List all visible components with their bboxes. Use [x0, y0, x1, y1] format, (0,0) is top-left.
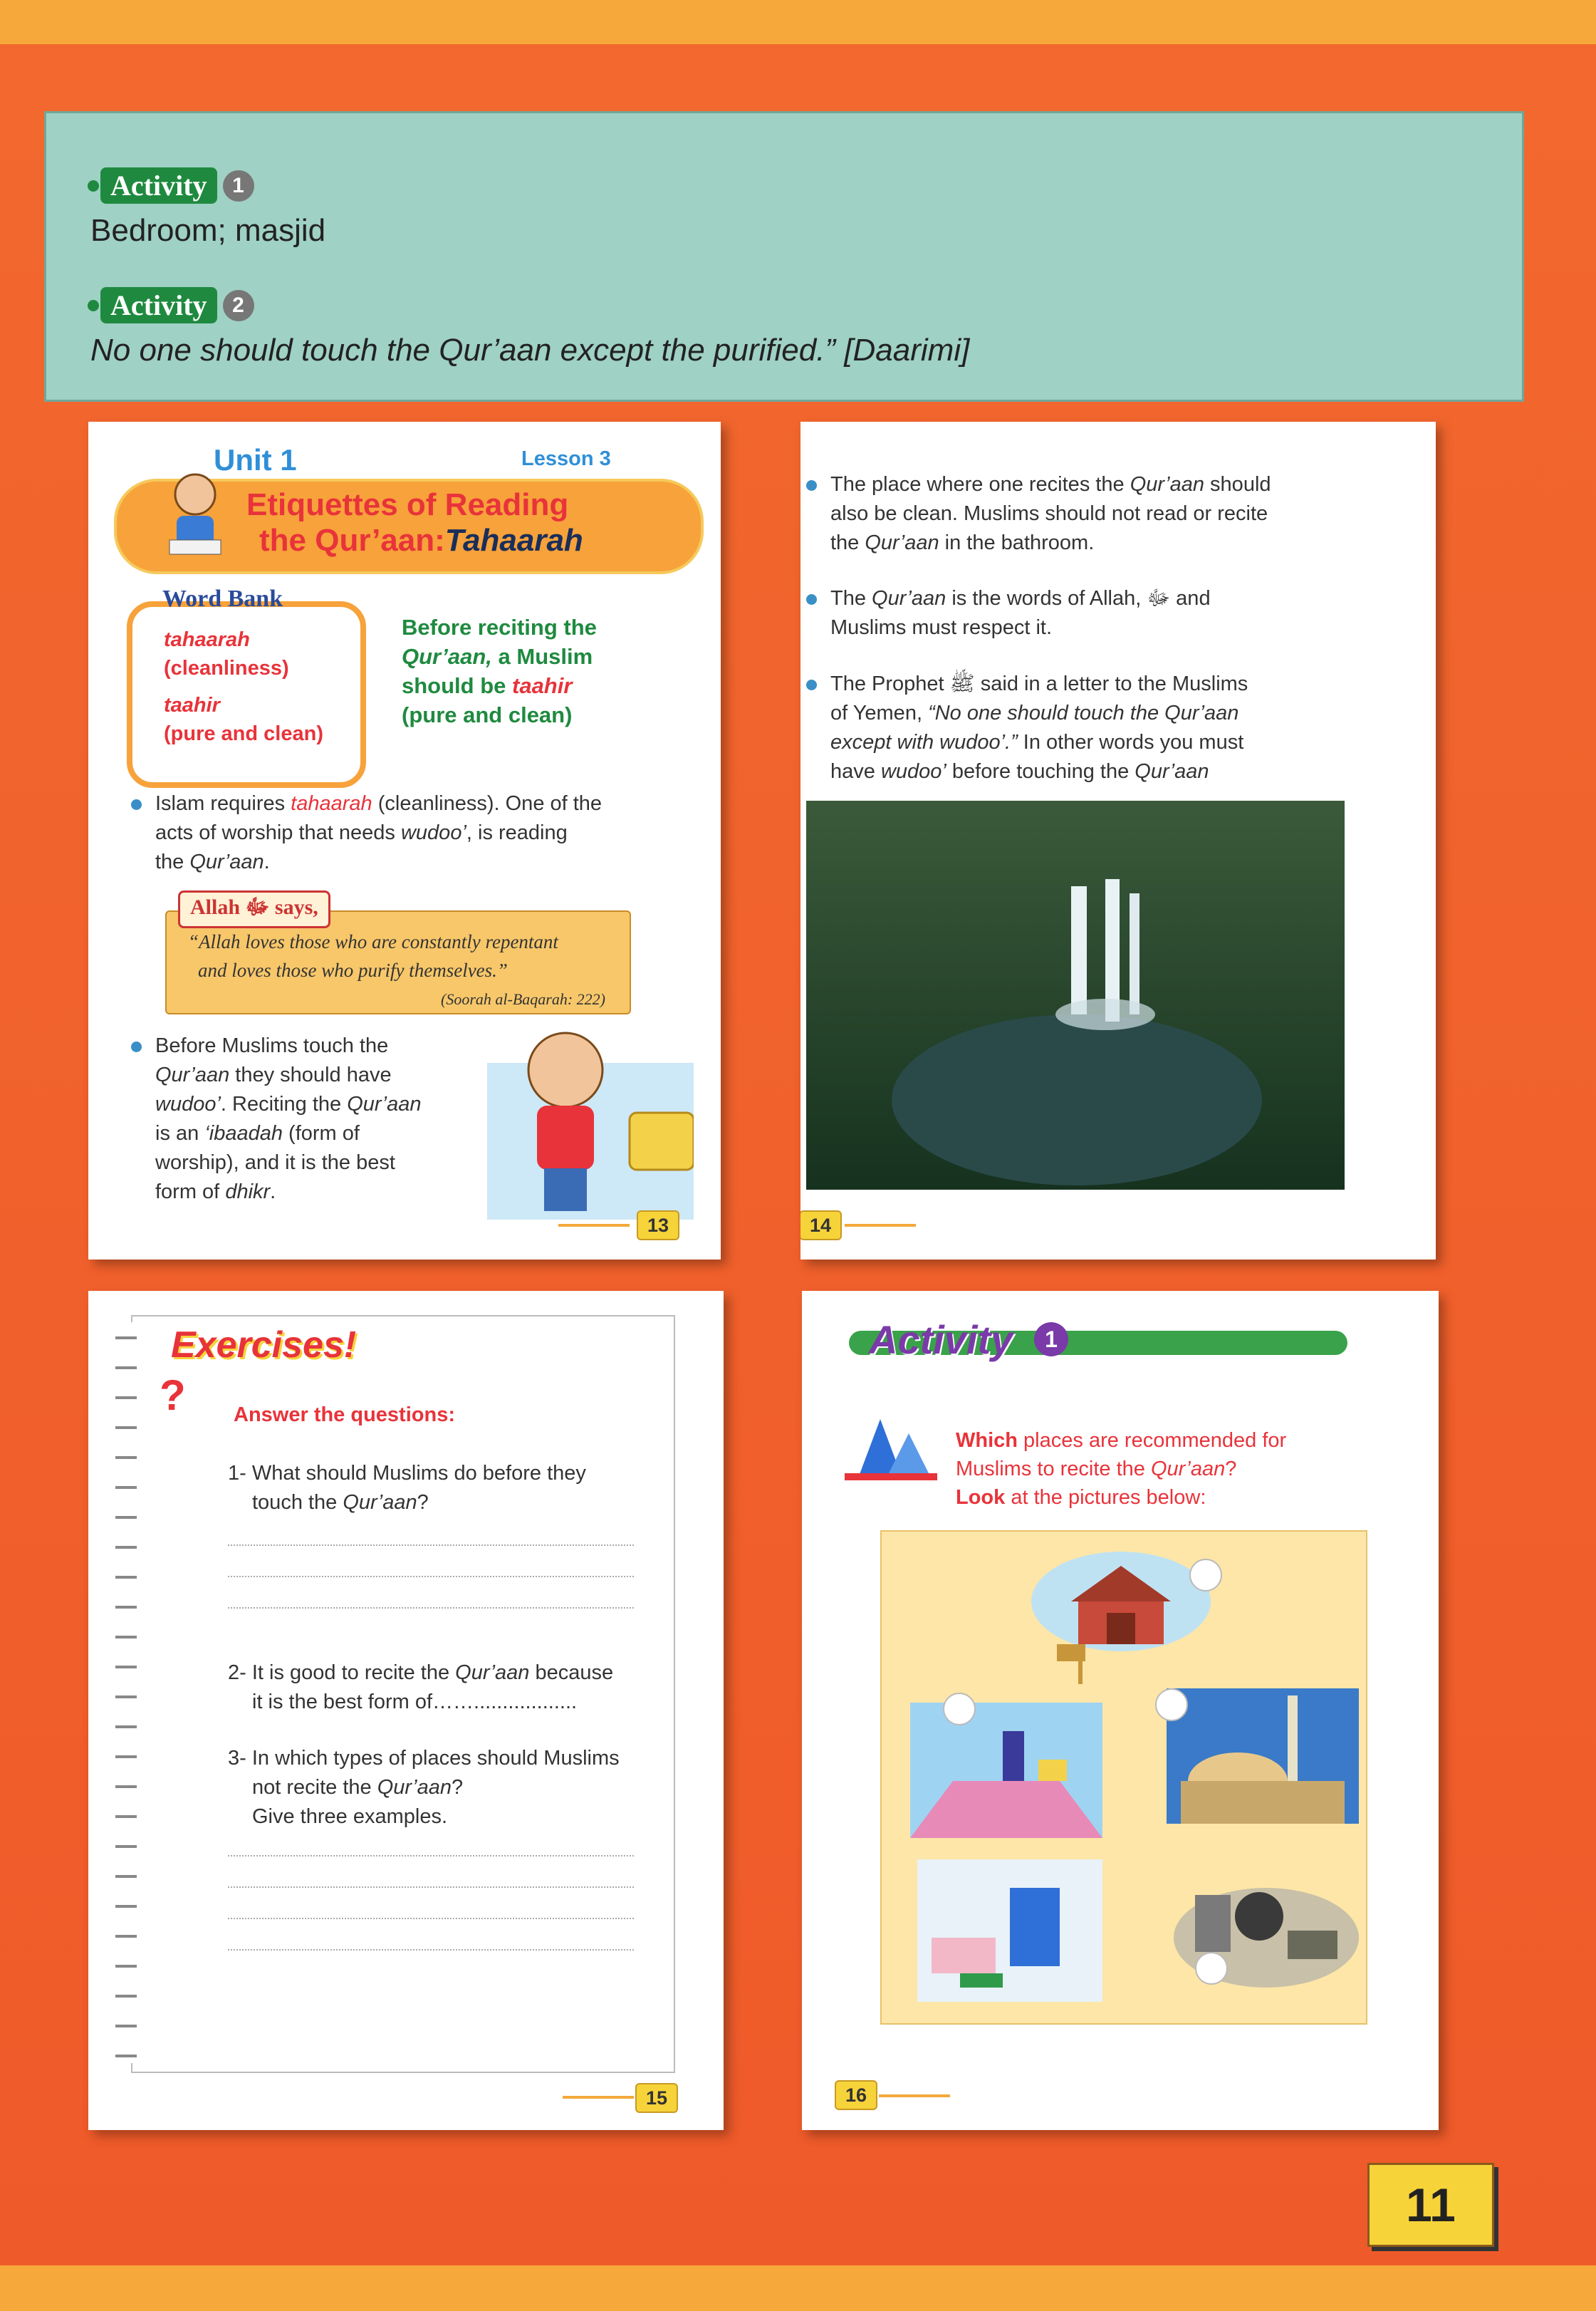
masjid-picture [1167, 1688, 1359, 1824]
word-bank-box [127, 586, 366, 788]
exercise-instruction: Answer the questions: [234, 1403, 455, 1426]
answer-line [228, 1918, 634, 1919]
bullet-words-of-allah: The Qur’aan is the words of Allah, ﷻ and Muslims must respect it. [806, 584, 1429, 643]
page-13-thumbnail [88, 422, 721, 1260]
page-number-14: 14 [800, 1210, 842, 1240]
activity-2-answer: No one should touch the Qur’aan except the purified.” [Daarimi] [90, 333, 970, 368]
activity-instructions: Which places are recommended for Muslims to recite the Qur’aan? Look at the pictures below: [956, 1429, 1287, 1509]
page-number-15: 15 [635, 2083, 678, 2113]
activity-2-heading [88, 287, 254, 323]
before-reciting-text: Before reciting the Qur’aan, a Muslim should be taahir (pure and clean) [402, 615, 597, 727]
activity-number: 1 [1034, 1322, 1068, 1356]
word-bank-list: tahaarah (cleanliness) taahir (pure and clean) [164, 628, 323, 745]
barn-picture [1028, 1544, 1214, 1687]
activity-label: Activity [100, 167, 217, 204]
spiral-binding [115, 1322, 137, 2063]
question-1: 1- What should Muslims do before they touch the Qur’aan? [228, 1462, 586, 1514]
unit-label: Unit 1 [214, 443, 297, 477]
quote-reference: (Soorah al-Baqarah: 222) [441, 990, 605, 1008]
activity-number: 2 [223, 290, 254, 321]
activity-1-heading [88, 167, 254, 204]
word-bank-title: Word Bank [162, 586, 283, 612]
answers-panel [44, 111, 1524, 402]
waterfall-photo [806, 801, 1345, 1190]
bullet-place-clean: The place where one recites the Qur’aan should also be clean. Muslims should not read or recite the Qur’aan in the bathroom. [806, 470, 1429, 558]
building-icon [845, 1412, 937, 1483]
page-line [563, 2096, 634, 2099]
title-line-1: Etiquettes of Reading [246, 487, 569, 522]
title-line-2: the Qur’aan:Tahaarah [259, 523, 583, 558]
activity-label: Activity [100, 287, 217, 323]
activity-title: Activity [869, 1317, 1013, 1362]
page-15-thumbnail [88, 1291, 724, 2130]
page-line [845, 1224, 916, 1227]
bullet-icon [88, 180, 99, 192]
page-line [879, 2094, 950, 2097]
lesson-label: Lesson 3 [521, 447, 611, 470]
page-number: 11 [1367, 2163, 1494, 2247]
question-3: 3- In which types of places should Muslims not recite the Qur’aan? Give three examples. [228, 1747, 620, 1828]
bullet-before-muslims: Before Muslims touch the Qur’aan they should have wudoo’. Reciting the Qur’aan is an ‘ibaadah (form of worship), and it is the best form of dhikr. [131, 1032, 469, 1207]
answer-line [228, 1855, 634, 1856]
question-2: 2- It is good to recite the Qur’aan because it is the best form of…….................. [228, 1661, 614, 1713]
answer-line [228, 1607, 634, 1609]
activity-number: 1 [223, 170, 254, 202]
question-mark-icon: ? [160, 1371, 186, 1419]
exercises-title: Exercises! [171, 1324, 357, 1366]
answer-circle[interactable] [1195, 1952, 1228, 1985]
bedroom-picture [917, 1859, 1102, 2002]
page-line [558, 1224, 630, 1227]
page-number-16: 16 [835, 2080, 877, 2110]
page-14-thumbnail [800, 422, 1436, 1260]
answer-circle[interactable] [943, 1693, 976, 1725]
answer-line [228, 1576, 634, 1577]
bullet-icon [88, 300, 99, 311]
answer-line [228, 1886, 634, 1888]
page-16-thumbnail [802, 1291, 1439, 2130]
page-number-13: 13 [637, 1210, 679, 1240]
allah-says-label: Allah ﷻ says, [178, 890, 330, 928]
activity-1-answer: Bedroom; masjid [90, 213, 326, 248]
boy-washing-illustration [487, 1006, 694, 1220]
quote-box [165, 895, 631, 1014]
bathroom-picture [910, 1703, 1102, 1838]
quote-text: “Allah loves those who are constantly repentant and loves those who purify themselves.” [188, 931, 558, 981]
pictures-panel [880, 1530, 1367, 2025]
bullet-islam-requires: Islam requires tahaarah (cleanliness). One of the acts of worship that needs wudoo’, is reading the Qur’aan. [131, 789, 668, 877]
answer-line [228, 1544, 634, 1546]
answer-circle[interactable] [1155, 1688, 1188, 1721]
bullet-prophet-letter: The Prophet ﷺ said in a letter to the Muslims of Yemen, “No one should touch the Qur’aan except with wudoo’.” In other words you must have wudoo’ before touching the Qur’aan [806, 670, 1429, 786]
boy-reading-icon [160, 466, 231, 566]
answer-circle[interactable] [1189, 1559, 1222, 1591]
answer-line [228, 1949, 634, 1951]
